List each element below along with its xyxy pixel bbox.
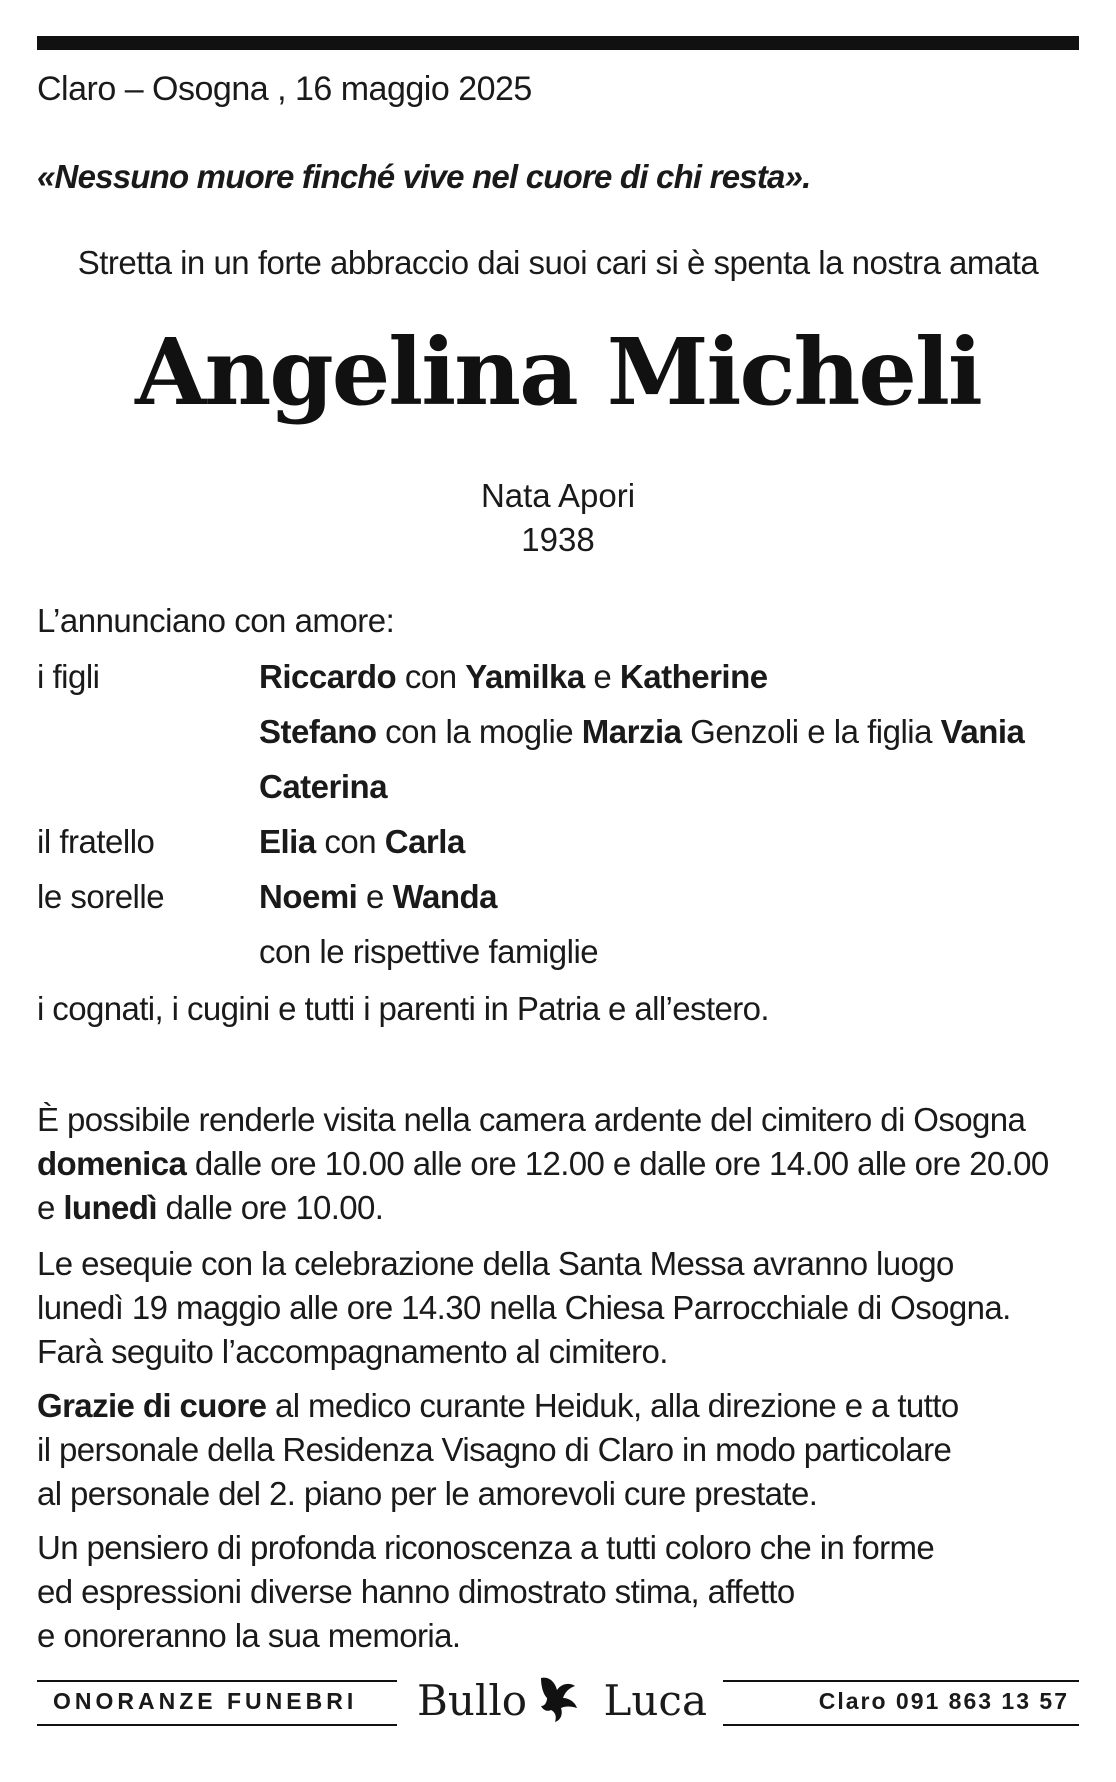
footer-label: ONORANZE FUNEBRI: [53, 1688, 358, 1714]
birth-year: 1938: [521, 521, 595, 558]
family-row: [37, 658, 1079, 713]
family-connector: con: [396, 658, 466, 695]
family-member-name: Vania: [940, 713, 1025, 750]
family-row: [37, 878, 1079, 933]
brand-left: Bullo: [417, 1676, 528, 1725]
family-relation: i figli: [37, 658, 100, 695]
family-member-name: Wanda: [392, 878, 498, 915]
dove-icon: [535, 1668, 583, 1726]
thanks-line-3: al personale del 2. piano per le amorevoli cure prestate.: [37, 1475, 818, 1512]
visit-hours-monday: dalle ore 10.00.: [156, 1189, 384, 1226]
thanks-bold: Grazie di cuore: [37, 1387, 267, 1424]
visit-conj: e: [37, 1189, 64, 1226]
family-names: [259, 713, 1024, 751]
visit-paragraph: [37, 1098, 1079, 1230]
visit-line-3: [37, 1186, 1079, 1230]
announce-line: L’annunciano con amore:: [37, 602, 395, 639]
family-connector: con la moglie: [376, 713, 582, 750]
brand-right: Luca: [603, 1676, 707, 1725]
family-member-name: Carla: [384, 823, 465, 860]
family-connector: con: [315, 823, 385, 860]
funeral-line-1: Le esequie con la celebrazione della Santa Messa avranno luogo: [37, 1245, 954, 1282]
family-names: [259, 823, 465, 861]
relatives-line: i cognati, i cugini e tutti i parenti in Patria e all’estero.: [37, 990, 769, 1027]
intro-text: Stretta in un forte abbraccio dai suoi cari si è spenta la nostra amata: [77, 244, 1039, 281]
maiden-name: Nata Apori: [480, 477, 636, 514]
dateline: Claro – Osogna , 16 maggio 2025: [37, 70, 532, 108]
thanks-rest: al medico curante Heiduk, alla direzione e a tutto: [266, 1387, 959, 1424]
family-connector: Genzoli e la figlia: [681, 713, 941, 750]
footer-right-box: [723, 1680, 1079, 1726]
family-names: [259, 768, 387, 806]
gratitude-line-1: Un pensiero di profonda riconoscenza a tutti coloro che in forme: [37, 1529, 935, 1566]
thanks-line-2: il personale della Residenza Visagno di Claro in modo particolare: [37, 1431, 952, 1468]
visit-line-2: [37, 1142, 1079, 1186]
family-member-name: Katherine: [619, 658, 768, 695]
visit-day-sunday: domenica: [37, 1145, 187, 1182]
family-relation: il fratello: [37, 823, 155, 860]
funeral-home-logo: [417, 1666, 707, 1726]
gratitude-paragraph: [37, 1526, 1079, 1658]
family-member-name: Marzia: [581, 713, 682, 750]
top-rule: [37, 36, 1079, 50]
footer-left-box: [37, 1680, 397, 1726]
family-member-name: Riccardo: [259, 658, 397, 695]
deceased-name: Angelina Micheli: [135, 318, 981, 426]
thanks-paragraph: [37, 1384, 1079, 1516]
family-relation: le sorelle: [37, 878, 165, 915]
family-connector: e: [357, 878, 393, 915]
family-connector: e: [584, 658, 620, 695]
funeral-line-3: Farà seguito l’accompagnamento al cimitero.: [37, 1333, 668, 1370]
thanks-line-1: [37, 1384, 1079, 1428]
funeral-home-footer: [37, 1666, 1079, 1726]
family-names: [259, 658, 768, 696]
gratitude-line-3: e onoreranno la sua memoria.: [37, 1617, 461, 1654]
family-row: [37, 713, 1079, 768]
footer-contact: Claro 091 863 13 57: [818, 1688, 1069, 1714]
family-names: [259, 878, 497, 916]
funeral-paragraph: [37, 1242, 1079, 1374]
birth-info: [37, 474, 1079, 562]
gratitude-line-2: ed espressioni diverse hanno dimostrato stima, affetto: [37, 1573, 795, 1610]
quote: «Nessuno muore finché vive nel cuore di chi resta».: [37, 158, 811, 195]
family-names: [259, 933, 598, 971]
family-connector: con le rispettive famiglie: [259, 933, 599, 970]
family-member-name: Yamilka: [465, 658, 585, 695]
family-row: [37, 768, 1079, 823]
family-row: [37, 933, 1079, 988]
family-member-name: Noemi: [259, 878, 358, 915]
family-member-name: Caterina: [259, 768, 388, 805]
family-list: [37, 658, 1079, 988]
visit-hours-sunday: dalle ore 10.00 alle ore 12.00 e dalle ore 14.00 alle ore 20.00: [186, 1145, 1049, 1182]
family-member-name: Stefano: [259, 713, 377, 750]
funeral-line-2: lunedì 19 maggio alle ore 14.30 nella Chiesa Parrocchiale di Osogna.: [37, 1289, 1011, 1326]
visit-day-monday: lunedì: [63, 1189, 157, 1226]
visit-line-1: È possibile renderle visita nella camera ardente del cimitero di Osogna: [37, 1101, 1026, 1138]
family-member-name: Elia: [259, 823, 316, 860]
family-row: [37, 823, 1079, 878]
